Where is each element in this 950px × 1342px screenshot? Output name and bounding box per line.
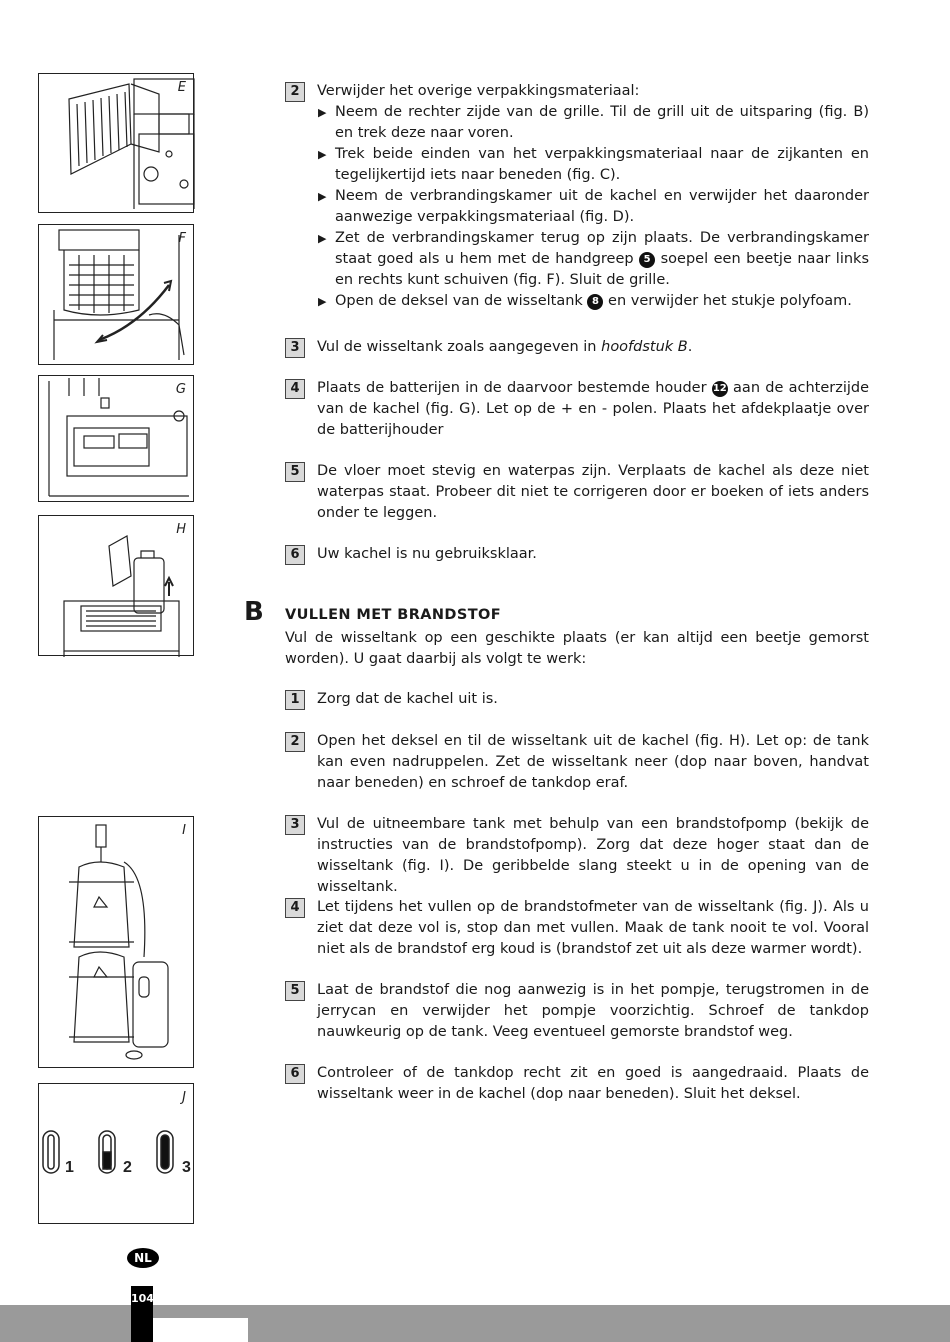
section-letter: B [244,597,264,627]
footer-strip [153,1318,248,1342]
figure-f-drawing [39,225,195,366]
fuel-step-2 [285,731,869,794]
bullet-list [317,102,869,312]
figure-h [38,515,194,656]
figure-f [38,224,194,365]
step-6-ready [285,544,869,565]
step-number: 5 [285,981,305,1001]
fuel-step-3 [285,814,869,898]
figure-j-drawing [39,1084,195,1225]
figure-label-f: F [178,231,186,246]
gauge-level-2: 2 [123,1159,132,1176]
step-text: Open het deksel en til de wisseltank uit de kachel (fig. H). Let op: de tank kan even nadruppelen. Zet de wisseltank neer (dop naar boven, handvat naar beneden) en schroef de tankdop eraf. [317,733,869,791]
step-number: 5 [285,462,305,482]
step-text: Plaats de batterijen in de daarvoor bestemde houder 12 aan de achterzijde van de kachel (fig. G). Let op de + en - polen. Plaats het afdekplaatje over de batterijhouder [317,380,870,438]
figure-label-h: H [176,522,186,537]
fuel-gauge-empty [43,1131,59,1173]
bullet-item: ▶ Neem de rechter zijde van de grille. Til de grill uit de uitsparing (fig. B) en trek deze naar voren. [317,102,869,144]
step-text: Zorg dat de kachel uit is. [317,691,498,707]
step-text: Vul de wisseltank zoals aangegeven in hoofdstuk B. [317,339,693,355]
chapter-reference: hoofdstuk B [601,339,688,355]
figure-label-i: I [182,823,186,838]
figure-label-e: E [177,80,186,95]
figure-g [38,375,194,502]
step-5-level-floor [285,461,869,524]
section-title: VULLEN MET BRANDSTOF [285,607,502,623]
step-text: De vloer moet stevig en waterpas zijn. Verplaats de kachel als deze niet waterpas staat. Probeer dit niet te corrigeren door er boeken of iets anders onder te leggen. [317,463,869,521]
step-number: 1 [285,690,305,710]
step-text: Laat de brandstof die nog aanwezig is in het pompje, terugstromen in de jerrycan en verwijder het pompje voorzichtig. Schroef de tankdop nauwkeurig op de tank. Veeg eventueel gemorste brandstof weg. [317,982,869,1040]
figure-i [38,816,194,1068]
step-number: 4 [285,898,305,918]
fuel-step-1 [285,689,869,710]
step-number: 3 [285,338,305,358]
part-number-icon: 5 [639,252,655,268]
step-text: Let tijdens het vullen op de brandstofmeter van de wisseltank (fig. J). Als u ziet dat deze vol is, stop dan met vullen. Maak de tank nooit te vol. Vooral niet als de brandstof erg koud is (brandstof zet uit als deze warmer wordt). [317,899,869,957]
figure-e-drawing [39,74,195,214]
figure-e [38,73,194,213]
bullet-item: ▶ Zet de verbrandingskamer terug op zijn plaats. De verbrandingskamer staat goed als u hem met de handgreep 5 soepel een beetje naar links en rechts kunt schuiven (fig. F). Sluit de grille. [317,228,869,291]
step-number: 2 [285,82,305,102]
figure-j [38,1083,194,1224]
step-text: Verwijder het overige verpakkingsmateriaal: [317,83,640,99]
fuel-step-6 [285,1063,869,1105]
part-number-icon: 12 [712,381,728,397]
step-text: Vul de uitneembare tank met behulp van een brandstofpomp (bekijk de instructies van de brandstofpomp). Zorg dat deze hoger staat dan de wisseltank (fig. I). De geribbelde slang steekt u in de opening van de wisseltank. [317,816,869,895]
gauge-level-3: 3 [182,1159,191,1176]
step-text: Uw kachel is nu gebruiksklaar. [317,546,537,562]
step-number: 2 [285,732,305,752]
step-text: Controleer of de tankdop recht zit en goed is aangedraaid. Plaats de wisseltank weer in de kachel (dop naar beneden). Sluit het deksel. [317,1065,869,1102]
language-badge: NL [127,1248,159,1268]
figure-i-drawing [39,817,195,1069]
gauge-level-1: 1 [65,1159,74,1176]
step-3-fill-tank [285,337,869,358]
step-number: 6 [285,545,305,565]
figure-h-drawing [39,516,195,657]
fuel-step-4 [285,897,869,960]
step-number: 6 [285,1064,305,1084]
bullet-item: ▶ Neem de verbrandingskamer uit de kachel en verwijder het daaronder aanwezige verpakkingsmateriaal (fig. D). [317,186,869,228]
figure-g-drawing [39,376,195,503]
bullet-item: ▶ Open de deksel van de wisseltank 8 en verwijder het stukje polyfoam. [317,291,869,312]
figure-label-g: G [175,382,186,397]
bullet-item: ▶ Trek beide einden van het verpakkingsmateriaal naar de zijkanten en tegelijkertijd iets naar beneden (fig. C). [317,144,869,186]
figure-label-j: J [182,1090,186,1105]
step-number: 4 [285,379,305,399]
step-number: 3 [285,815,305,835]
fuel-step-5 [285,980,869,1043]
page-number: 104 [131,1286,153,1342]
step-4-batteries [285,378,869,441]
section-intro: Vul de wisseltank op een geschikte plaats (er kan altijd een beetje gemorst worden). U gaat daarbij als volgt te werk: [285,630,869,667]
part-number-icon: 8 [587,294,603,310]
step-2-unpacking [285,81,869,312]
